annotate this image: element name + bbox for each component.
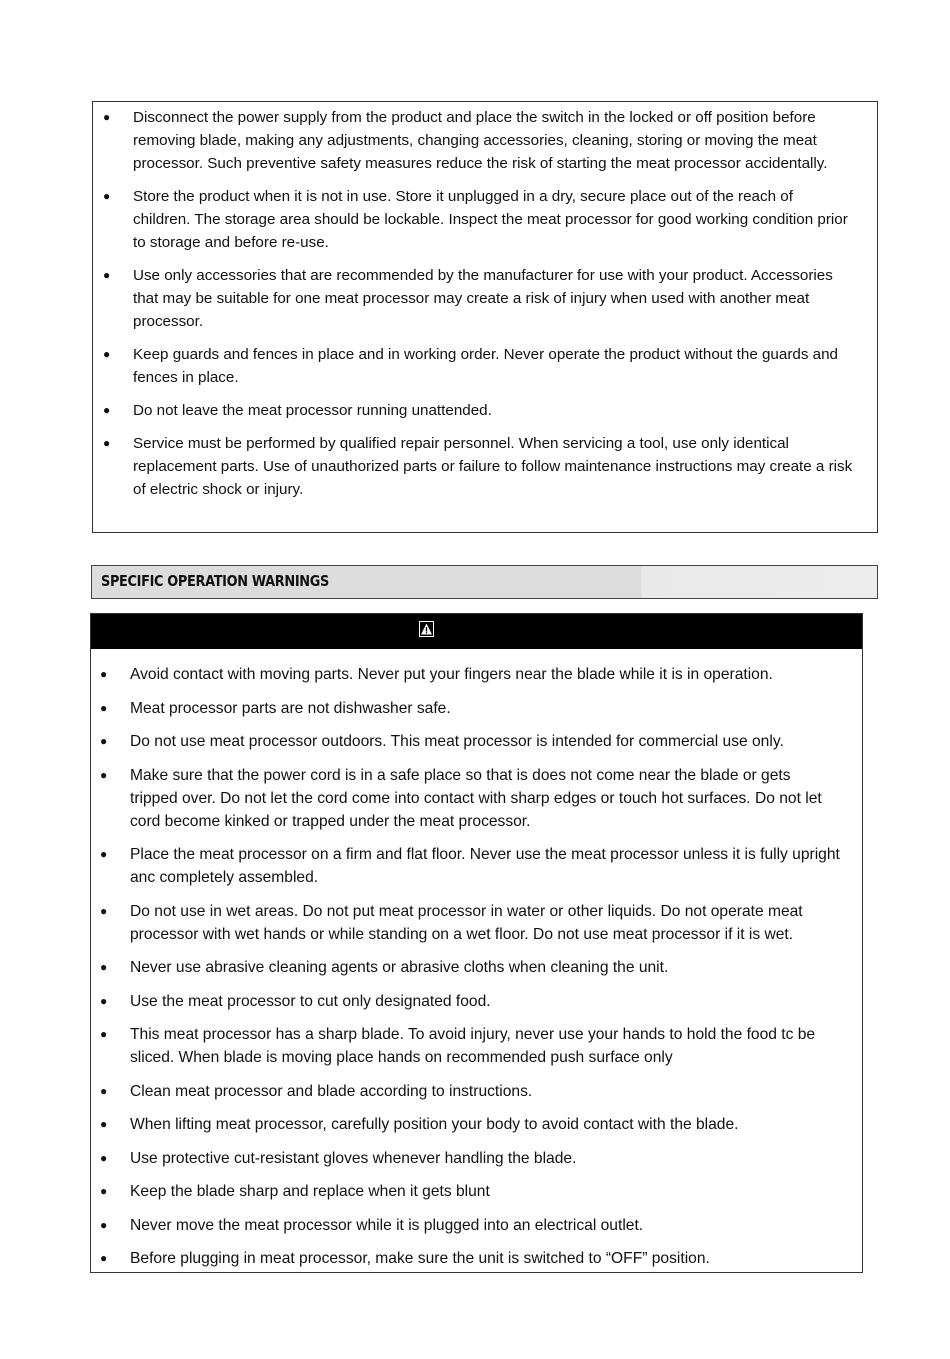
list-item <box>91 843 862 889</box>
list-item <box>91 663 862 686</box>
list-item <box>91 990 862 1013</box>
bullet-icon: ● <box>103 189 111 203</box>
list-item-text: Use protective cut-resistant gloves whenever handling the blade. <box>130 1149 577 1167</box>
bullet-icon: ● <box>100 993 108 1008</box>
bullet-icon: ● <box>103 403 111 417</box>
list-item-text: Do not leave the meat processor running unattended. <box>133 402 492 419</box>
list-item-text: This meat processor has a sharp blade. To avoid injury, never use your hands to hold the food tc be sliced. When blade is moving place hands on recommended push surface only <box>130 1026 816 1066</box>
list-item <box>91 1180 862 1203</box>
bullet-icon: ● <box>103 436 111 450</box>
list-item-text: When lifting meat processor, carefully position your body to avoid contact with the blade. <box>130 1116 739 1133</box>
list-item-text: Never move the meat processor while it is plugged into an electrical outlet. <box>130 1216 644 1234</box>
list-item-text: Place the meat processor on a firm and flat floor. Never use the meat processor unless it is fully upright anc completely assembled. <box>130 846 840 886</box>
list-item <box>91 900 862 946</box>
bullet-icon: ● <box>100 903 108 918</box>
bullet-icon: ● <box>100 1150 108 1165</box>
general-warnings-box <box>92 101 878 533</box>
list-item <box>91 1080 862 1103</box>
list-item-text: Keep guards and fences in place and in working order. Never operate the product without the guards and fences in place. <box>133 346 838 386</box>
list-item <box>93 106 877 175</box>
list-item-text: Before plugging in meat processor, make sure the unit is switched to “OFF” position. <box>130 1250 710 1267</box>
bullet-icon: ● <box>100 700 108 715</box>
section-header <box>91 565 878 599</box>
list-item <box>91 1147 862 1170</box>
section-title: SPECIFIC OPERATION WARNINGS <box>101 572 329 590</box>
list-item <box>91 764 862 833</box>
list-item <box>91 1247 862 1270</box>
bullet-icon: ● <box>100 1217 108 1232</box>
bullet-icon: ● <box>100 1184 108 1198</box>
bullet-icon: ● <box>100 1083 108 1098</box>
list-item-text: Store the product when it is not in use. Store it unplugged in a dry, secure place out of the reach of children. The storage area should be lockable. Inspect the meat processor for good working condition prior to storage and before re-use. <box>133 188 848 251</box>
list-item <box>91 956 862 979</box>
warning-banner <box>91 614 862 649</box>
list-item-text: Use the meat processor to cut only designated food. <box>130 992 491 1010</box>
list-item <box>93 185 877 254</box>
list-item <box>91 1113 862 1136</box>
bullet-icon: ● <box>103 110 111 124</box>
list-item-text: Keep the blade sharp and replace when it gets blunt <box>130 1183 490 1200</box>
bullet-icon: ● <box>100 847 108 861</box>
general-warnings-list <box>93 102 877 501</box>
list-item <box>91 1214 862 1237</box>
list-item-text: Make sure that the power cord is in a safe place so that is does not come near the blade or gets tripped over. Do not let the cord come into contact with sharp edges or touch hot surfaces. Do not let cord become kinked or trapped under the meat processor. <box>130 766 822 830</box>
list-item-text: Do not use meat processor outdoors. This meat processor is intended for commercial use only. <box>130 733 784 750</box>
list-item <box>93 432 877 501</box>
bullet-icon: ● <box>100 667 108 681</box>
list-item-text: Clean meat processor and blade according to instructions. <box>130 1082 533 1100</box>
list-item-text: Meat processor parts are not dishwasher safe. <box>130 699 451 717</box>
warning-icon <box>419 621 434 637</box>
operation-warnings-list <box>91 663 862 1281</box>
list-item-text: Service must be performed by qualified repair personnel. When servicing a tool, use only identical replacement parts. Use of unauthorized parts or failure to follow maintenance instructions may create a risk of electric shock or injury. <box>133 435 853 498</box>
list-item <box>93 399 877 422</box>
bullet-icon: ● <box>100 734 108 748</box>
bullet-icon: ● <box>100 767 108 782</box>
list-item-text: Disconnect the power supply from the product and place the switch in the locked or off position before removing blade, making any adjustments, changing accessories, cleaning, storing or moving the meat processor. Such preventive safety measures reduce the risk of starting the meat processor accidentally. <box>133 109 828 172</box>
operation-warnings-box <box>90 613 863 1273</box>
bullet-icon: ● <box>100 1251 108 1265</box>
bullet-icon: ● <box>100 1027 108 1041</box>
bullet-icon: ● <box>100 960 108 974</box>
list-item-text: Do not use in wet areas. Do not put meat processor in water or other liquids. Do not operate meat processor with wet hands or while standing on a wet floor. Do not use meat processor if it is wet. <box>130 902 803 943</box>
bullet-icon: ● <box>103 347 111 361</box>
list-item <box>93 343 877 389</box>
list-item-text: Never use abrasive cleaning agents or abrasive cloths when cleaning the unit. <box>130 959 669 976</box>
list-item <box>91 1023 862 1069</box>
bullet-icon: ● <box>103 268 111 282</box>
bullet-icon: ● <box>100 1117 108 1131</box>
list-item <box>91 730 862 753</box>
list-item-text: Use only accessories that are recommended by the manufacturer for use with your product. Accessories that may be suitable for one meat processor may create a risk of injury when used with another meat processor. <box>133 267 833 330</box>
list-item <box>93 264 877 333</box>
list-item <box>91 697 862 720</box>
list-item-text: Avoid contact with moving parts. Never put your fingers near the blade while it is in operation. <box>130 666 773 683</box>
